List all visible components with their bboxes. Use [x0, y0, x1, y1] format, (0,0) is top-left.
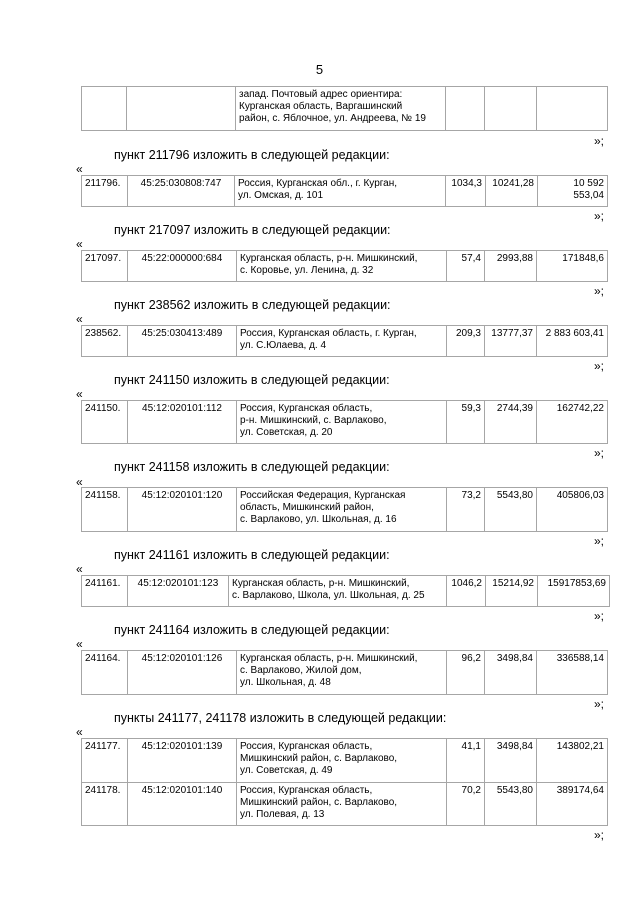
num-cell: 217097. [82, 251, 128, 282]
table-row [82, 783, 608, 826]
opening-quote: « [76, 162, 83, 176]
num-cell: 241158. [82, 488, 128, 532]
address-cell [237, 251, 447, 282]
address-cell [237, 651, 447, 695]
area-cell: 96,2 [447, 651, 485, 695]
table-row [82, 739, 608, 783]
address-line: с. Варлаково, Жилой дом, [240, 665, 362, 676]
value-cell: 171848,6 [537, 251, 608, 282]
amendment-heading: пункты 241177, 241178 изложить в следующей редакции: [114, 711, 447, 725]
closing-quote: »; [594, 534, 605, 548]
value-cell: 336588,14 [537, 651, 608, 695]
opening-quote: « [76, 237, 83, 251]
cadastral-cell: 45:12:020101:126 [128, 651, 237, 695]
address-cell [235, 176, 446, 207]
cadastral-cell: 45:25:030413:489 [128, 326, 237, 357]
value-cell: 389174,64 [537, 783, 608, 826]
value-cell [537, 87, 608, 131]
address-cell [237, 783, 447, 826]
address-line: Россия, Курганская область, г. Курган, [240, 328, 417, 339]
address-line: р-н. Мишкинский, с. Варлаково, [240, 415, 387, 426]
amendment-heading: пункт 238562 изложить в следующей редакции: [114, 298, 391, 312]
cadastral-cell: 45:12:020101:120 [128, 488, 237, 532]
address-line: запад. Почтовый адрес ориентира: [239, 89, 403, 100]
rate-cell: 5543,80 [485, 783, 537, 826]
closing-quote: »; [594, 446, 605, 460]
table-row [82, 576, 610, 607]
closing-quote: »; [594, 134, 605, 148]
area-cell: 70,2 [447, 783, 485, 826]
amendment-table [81, 487, 608, 532]
table-row [82, 326, 608, 357]
address-line: область, Мишкинский район, [240, 502, 374, 513]
area-cell [446, 87, 485, 131]
opening-quote: « [76, 312, 83, 326]
address-line: район, с. Яблочное, ул. Андреева, № 19 [239, 113, 426, 124]
opening-quote: « [76, 725, 83, 739]
address-line: Курганская область, р-н. Мишкинский, [240, 653, 418, 664]
address-line: ул. Омская, д. 101 [238, 190, 324, 201]
opening-quote: « [76, 637, 83, 651]
rate-cell: 3498,84 [485, 739, 537, 783]
amendment-table [81, 738, 608, 826]
rate-cell [485, 87, 537, 131]
address-line: с. Варлаково, Школа, ул. Школьная, д. 25 [232, 590, 425, 601]
address-line: Россия, Курганская обл., г. Курган, [238, 178, 398, 189]
value-cell: 10 592 553,04 [538, 176, 608, 207]
area-cell: 57,4 [447, 251, 485, 282]
num-cell: 241177. [82, 739, 128, 783]
rate-cell: 13777,37 [485, 326, 537, 357]
address-cell [237, 326, 447, 357]
cadastral-cell [127, 87, 236, 131]
address-line: с. Коровье, ул. Ленина, д. 32 [240, 265, 374, 276]
num-cell: 241164. [82, 651, 128, 695]
address-line: ул. Советская, д. 49 [240, 765, 333, 776]
address-line: Курганская область, Варгашинский [239, 101, 403, 112]
closing-quote: »; [594, 359, 605, 373]
table-row [82, 176, 608, 207]
address-line: Курганская область, р-н. Мишкинский, [232, 578, 410, 589]
table-row [82, 651, 608, 695]
rate-cell: 15214,92 [486, 576, 538, 607]
amendment-table [81, 175, 608, 207]
amendment-table [81, 575, 610, 607]
address-line: ул. С.Юлаева, д. 4 [240, 340, 327, 351]
rate-cell: 3498,84 [485, 651, 537, 695]
address-cell [236, 87, 446, 131]
amendment-table [81, 325, 608, 357]
amendment-heading: пункт 241150 изложить в следующей редакции: [114, 373, 390, 387]
area-cell: 59,3 [447, 401, 485, 444]
closing-quote: »; [594, 284, 605, 298]
address-line: Россия, Курганская область, [240, 741, 373, 752]
value-cell: 15917853,69 [538, 576, 610, 607]
address-cell [229, 576, 447, 607]
amendment-heading: пункт 241158 изложить в следующей редакции: [114, 460, 390, 474]
cadastral-cell: 45:25:030808:747 [128, 176, 235, 207]
num-cell [82, 87, 127, 131]
rate-cell: 2744,39 [485, 401, 537, 444]
address-line: Российская Федерация, Курганская [240, 490, 406, 501]
table-row [82, 488, 608, 532]
opening-quote: « [76, 562, 83, 576]
value-cell: 162742,22 [537, 401, 608, 444]
closing-quote: »; [594, 209, 605, 223]
cadastral-cell: 45:12:020101:139 [128, 739, 237, 783]
amendment-table [81, 250, 608, 282]
area-cell: 41,1 [447, 739, 485, 783]
address-line: Россия, Курганская область, [240, 403, 373, 414]
amendment-heading: пункт 211796 изложить в следующей редакции: [114, 148, 390, 162]
value-cell: 2 883 603,41 [537, 326, 608, 357]
address-line: Россия, Курганская область, [240, 785, 373, 796]
address-line: Мишкинский район, с. Варлаково, [240, 797, 398, 808]
closing-quote: »; [594, 697, 605, 711]
num-cell: 211796. [82, 176, 128, 207]
cadastral-cell: 45:12:020101:123 [128, 576, 229, 607]
amendment-heading: пункт 241164 изложить в следующей редакции: [114, 623, 390, 637]
num-cell: 241178. [82, 783, 128, 826]
num-cell: 241161. [82, 576, 128, 607]
address-line: с. Варлаково, ул. Школьная, д. 16 [240, 514, 397, 525]
opening-quote: « [76, 387, 83, 401]
rate-cell: 10241,28 [486, 176, 538, 207]
rate-cell: 5543,80 [485, 488, 537, 532]
table-row [82, 87, 608, 131]
address-line: Мишкинский район, с. Варлаково, [240, 753, 398, 764]
address-line: ул. Советская, д. 20 [240, 427, 333, 438]
closing-quote: »; [594, 609, 605, 623]
table-row [82, 401, 608, 444]
amendment-heading: пункт 217097 изложить в следующей редакции: [114, 223, 391, 237]
opening-quote: « [76, 475, 83, 489]
amendment-table [81, 400, 608, 444]
cadastral-cell: 45:12:020101:112 [128, 401, 237, 444]
address-cell [237, 488, 447, 532]
area-cell: 1034,3 [446, 176, 486, 207]
table-row [82, 251, 608, 282]
amendment-heading: пункт 241161 изложить в следующей редакции: [114, 548, 390, 562]
area-cell: 1046,2 [447, 576, 486, 607]
num-cell: 238562. [82, 326, 128, 357]
value-cell: 143802,21 [537, 739, 608, 783]
address-line: ул. Полевая, д. 13 [240, 809, 325, 820]
value-cell: 405806,03 [537, 488, 608, 532]
closing-quote: »; [594, 828, 605, 842]
amendment-table [81, 650, 608, 695]
address-cell [237, 739, 447, 783]
address-cell [237, 401, 447, 444]
cadastral-cell: 45:12:020101:140 [128, 783, 237, 826]
num-cell: 241150. [82, 401, 128, 444]
cadastral-cell: 45:22:000000:684 [128, 251, 237, 282]
address-line: Курганская область, р-н. Мишкинский, [240, 253, 418, 264]
area-cell: 209,3 [447, 326, 485, 357]
rate-cell: 2993,88 [485, 251, 537, 282]
area-cell: 73,2 [447, 488, 485, 532]
address-line: ул. Школьная, д. 48 [240, 677, 331, 688]
page-number: 5 [315, 62, 324, 77]
continuation-table [81, 86, 608, 131]
